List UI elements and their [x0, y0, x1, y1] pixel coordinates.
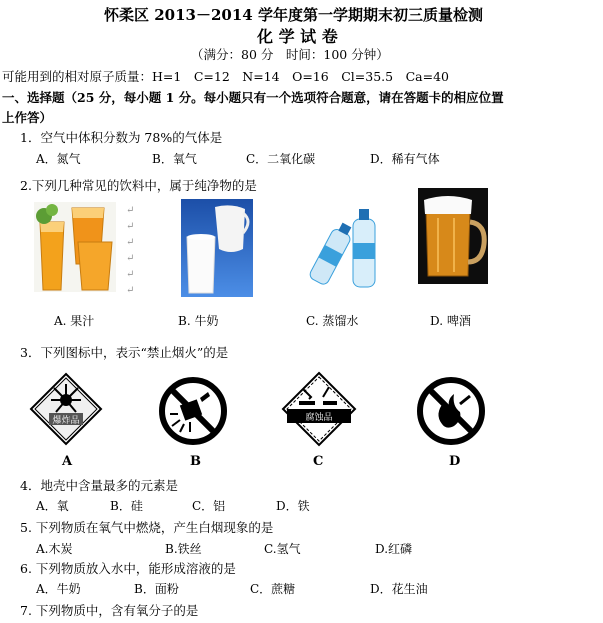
question-7-stem: 7. 下列物质中，含有氧分子的是	[20, 603, 199, 618]
q3-label-c: C	[313, 454, 324, 469]
q5-option-d: D.红磷	[375, 542, 413, 556]
milk-image	[181, 199, 253, 297]
no-fire-sign-icon	[416, 376, 486, 446]
explosive-sign-icon	[29, 372, 103, 446]
no-match-sign-icon	[158, 376, 228, 446]
q3-label-d: D	[449, 454, 461, 469]
q4-option-a: A．氧	[36, 499, 69, 513]
question-6-stem: 6. 下列物质放入水中，能形成溶液的是	[20, 561, 236, 576]
paragraph-marks: ↵ ↵ ↵ ↵ ↵ ↵	[126, 205, 135, 296]
question-4-stem: 4．地壳中含量最多的元素是	[20, 478, 178, 493]
q2-option-c: C. 蒸馏水	[306, 314, 359, 328]
q4-option-b: B．硅	[110, 499, 143, 513]
corrosive-label: 腐蚀品	[305, 413, 333, 423]
question-1-stem: 1．空气中体积分数为 78%的气体是	[20, 130, 223, 145]
q6-option-b: B．面粉	[134, 582, 179, 596]
juice-image	[34, 202, 116, 292]
q6-option-d: D．花生油	[370, 582, 428, 596]
atomic-masses: 可能用到的相对原子质量：H=1 C=12 N=14 O=16 Cl=35.5 Ca=40	[2, 69, 449, 84]
section-heading: 一、选择题（25 分，每小题 1 分。每小题只有一个选项符合题意，请在答题卡的相应位置	[2, 90, 504, 105]
q1-option-c: C．二氧化碳	[246, 152, 316, 166]
q1-option-d: D．稀有气体	[370, 152, 440, 166]
beer-image	[418, 188, 488, 284]
q2-option-a: A. 果汁	[54, 314, 95, 328]
section-heading-cont: 上作答）	[2, 110, 53, 125]
q2-option-b: B. 牛奶	[178, 314, 219, 328]
q5-option-c: C.氢气	[264, 542, 301, 556]
q1-option-b: B．氧气	[152, 152, 197, 166]
question-3-stem: 3．下列图标中，表示“禁止烟火”的是	[20, 345, 229, 360]
question-5-stem: 5. 下列物质在氧气中燃烧，产生白烟现象的是	[20, 520, 274, 535]
q3-label-b: B	[190, 454, 201, 469]
water-image	[309, 205, 384, 291]
q4-option-d: D．铁	[276, 499, 310, 513]
q3-label-a: A	[62, 454, 73, 469]
q6-option-c: C．蔗糖	[250, 582, 296, 596]
q5-option-a: A.木炭	[36, 542, 73, 556]
q5-option-b: B.铁丝	[165, 542, 202, 556]
q2-option-d: D. 啤酒	[430, 314, 471, 328]
question-2-stem: 2.下列几种常见的饮料中，属于纯净物的是	[20, 178, 257, 193]
q4-option-c: C．铝	[192, 499, 226, 513]
corrosive-sign-icon	[281, 371, 357, 447]
exam-meta: （满分：80 分 时间：100 分钟）	[191, 47, 389, 62]
subject-title: 化 学 试 卷	[257, 27, 338, 46]
q6-option-a: A．牛奶	[36, 582, 81, 596]
q1-option-a: A．氮气	[36, 152, 81, 166]
exam-title: 怀柔区 2013－2014 学年度第一学期期末初三质量检测	[104, 6, 483, 24]
explosive-label: 爆炸品	[52, 416, 80, 426]
